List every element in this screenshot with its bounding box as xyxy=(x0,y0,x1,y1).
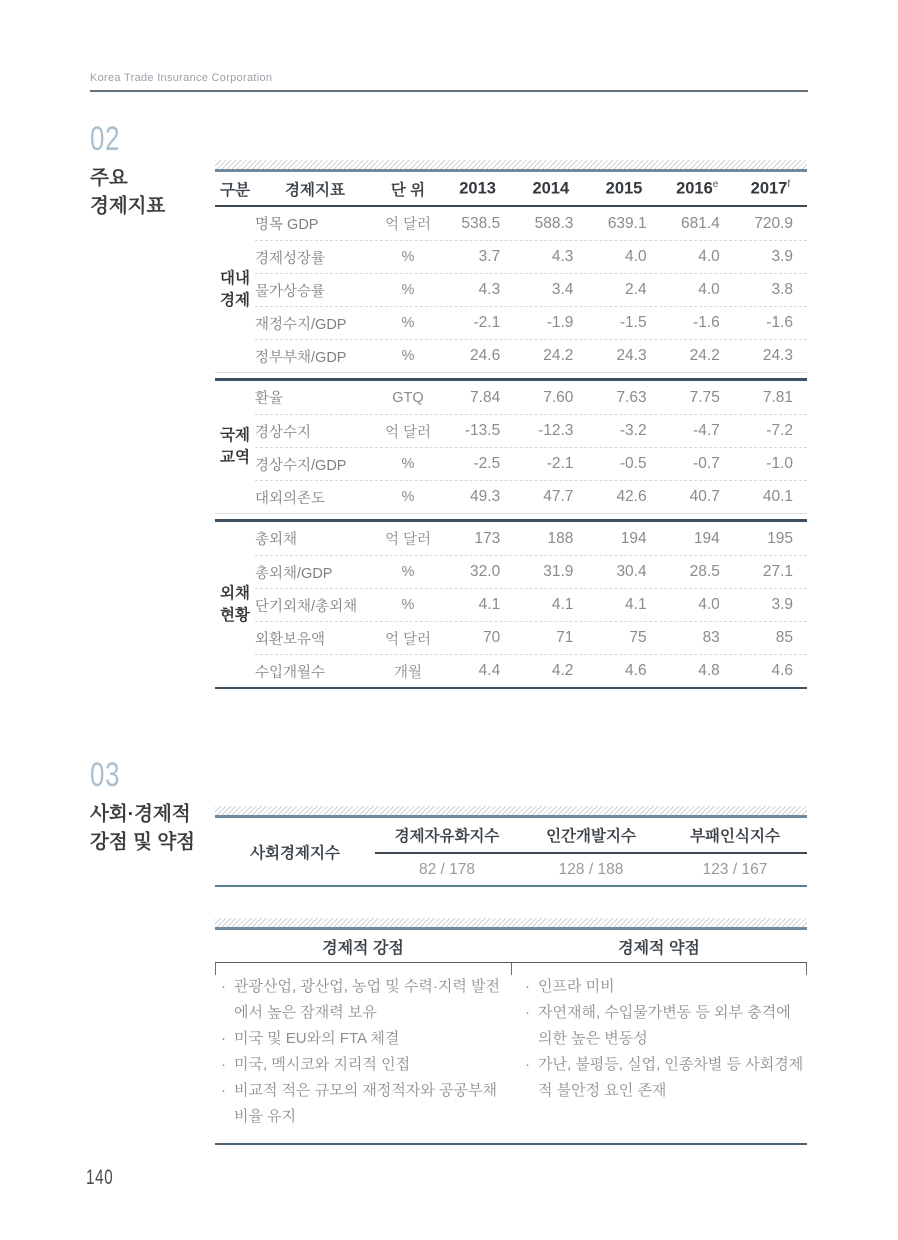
year-label: 2017 xyxy=(750,179,788,198)
row-value: 4.0 xyxy=(625,248,647,265)
row-value: 173 xyxy=(474,529,501,547)
row-value: 3.4 xyxy=(551,281,574,298)
cell-tick xyxy=(215,963,216,975)
row-unit: % xyxy=(401,348,415,364)
index-header: 인간개발지수 xyxy=(546,828,636,845)
table-row xyxy=(255,621,807,654)
col-header-year-2016 xyxy=(661,179,734,199)
group-separator xyxy=(215,514,807,522)
row-value: 24.3 xyxy=(616,347,647,364)
row-value: 188 xyxy=(547,529,574,547)
weaknesses-header: 경제적 약점 xyxy=(618,939,700,957)
row-label: 단기외채/총외채 xyxy=(255,598,358,615)
bullet-icon: · xyxy=(525,978,530,995)
list-item-text: 비교적 적은 규모의 재정적자와 공공부채 비율 유지 xyxy=(234,1082,498,1125)
strengths-weaknesses-table xyxy=(215,918,807,1145)
col-header-indicator: 경제지표 xyxy=(285,181,345,199)
header-rule xyxy=(90,90,808,92)
row-value: 32.0 xyxy=(470,563,501,580)
row-value: -2.1 xyxy=(546,455,574,472)
list-item xyxy=(219,1078,501,1130)
strengths-header: 경제적 강점 xyxy=(322,939,404,957)
section-number: 02 xyxy=(90,120,121,158)
group-label xyxy=(215,381,255,513)
row-unit: % xyxy=(401,597,415,613)
year-sup: e xyxy=(712,178,719,190)
row-value: 2.4 xyxy=(625,281,647,298)
strengths-list xyxy=(215,974,511,1143)
row-value: -1.5 xyxy=(619,314,647,331)
section-title-line: 강점 및 약점 xyxy=(90,831,196,853)
row-value: -4.7 xyxy=(693,422,720,439)
row-value: 71 xyxy=(556,629,574,646)
year-label: 2013 xyxy=(459,179,496,198)
row-value: -2.1 xyxy=(473,314,501,331)
row-value: 4.3 xyxy=(478,281,501,298)
row-value: 588.3 xyxy=(534,214,574,232)
sw-table-content xyxy=(215,963,807,1143)
year-sup: f xyxy=(787,178,791,190)
row-value: 4.0 xyxy=(698,248,720,265)
row-value: 24.2 xyxy=(543,347,574,364)
table-row xyxy=(255,381,807,414)
list-item-text: 인프라 미비 xyxy=(538,978,615,995)
row-value: 3.8 xyxy=(771,281,794,298)
row-label: 물가상승률 xyxy=(255,283,326,300)
section-title-line: 경제지표 xyxy=(90,195,166,217)
section-number: 03 xyxy=(90,756,121,794)
row-value: 42.6 xyxy=(616,488,647,505)
list-item xyxy=(219,1026,501,1052)
row-unit: 억 달러 xyxy=(384,424,432,441)
table-row xyxy=(255,654,807,687)
row-value: -2.5 xyxy=(473,455,501,472)
row-unit: % xyxy=(401,564,415,580)
col-header-year-2015 xyxy=(587,179,660,199)
indicators-table-header xyxy=(215,172,807,207)
row-value: 7.81 xyxy=(762,388,794,406)
row-value: 7.84 xyxy=(470,388,501,406)
row-value: 27.1 xyxy=(762,563,794,580)
hatch-band xyxy=(215,160,807,172)
row-unit: % xyxy=(401,456,415,472)
year-label: 2016 xyxy=(676,179,713,198)
row-label: 명목 GDP xyxy=(255,217,319,233)
index-table-row-label: 사회경제지수 xyxy=(250,844,340,862)
hatch-band xyxy=(215,918,807,930)
group-label xyxy=(215,522,255,687)
row-value: 4.1 xyxy=(478,596,501,613)
section-title xyxy=(90,164,220,220)
section-title-line: 사회·경제적 xyxy=(90,803,191,825)
table-row xyxy=(255,447,807,480)
row-unit: 억 달러 xyxy=(384,217,432,233)
row-value: -1.0 xyxy=(766,455,794,472)
table-row xyxy=(255,588,807,621)
bullet-icon: · xyxy=(221,978,226,995)
table-row xyxy=(255,555,807,588)
row-value: 7.63 xyxy=(616,388,647,406)
row-value: -13.5 xyxy=(464,422,501,439)
row-value: 4.2 xyxy=(551,662,574,679)
indicators-table-body xyxy=(215,207,807,687)
row-unit: % xyxy=(401,282,415,298)
section-02-heading xyxy=(90,120,220,220)
list-item-text: 미국, 멕시코와 지리적 인접 xyxy=(234,1056,411,1073)
table-row xyxy=(255,207,807,240)
indicator-rows xyxy=(255,381,807,513)
index-columns-headers xyxy=(375,818,807,854)
col-header-unit: 단 위 xyxy=(390,181,426,199)
year-label: 2014 xyxy=(532,179,570,198)
row-value: 24.6 xyxy=(470,347,501,364)
group-label-line: 국제 xyxy=(220,427,250,444)
index-value: 123 / 167 xyxy=(702,860,768,878)
row-value: 28.5 xyxy=(689,563,720,580)
indicator-group xyxy=(215,381,807,514)
row-label: 총외채/GDP xyxy=(255,565,333,582)
index-header: 부패인식지수 xyxy=(690,828,780,845)
list-item xyxy=(523,1000,805,1052)
sw-table-columns xyxy=(215,963,807,1143)
row-value: 49.3 xyxy=(470,488,501,505)
row-value: 85 xyxy=(775,629,794,646)
row-value: 4.6 xyxy=(771,662,794,679)
row-unit: % xyxy=(401,315,415,331)
sw-table-header xyxy=(215,930,807,963)
row-label: 경제성장률 xyxy=(255,250,326,267)
list-item xyxy=(219,1052,501,1078)
row-label: 총외채 xyxy=(255,532,298,548)
row-value: 75 xyxy=(629,629,647,646)
index-table xyxy=(215,806,807,887)
table-row xyxy=(255,522,807,555)
row-label: 환율 xyxy=(255,391,284,407)
row-value: 4.6 xyxy=(625,662,647,679)
row-value: 194 xyxy=(620,529,647,547)
bullet-icon: · xyxy=(221,1030,226,1047)
cell-tick xyxy=(511,963,512,975)
row-label: 경상수지/GDP xyxy=(255,457,347,474)
row-label: 수입개월수 xyxy=(255,664,326,681)
index-columns-values xyxy=(375,854,807,885)
row-value: 4.0 xyxy=(698,281,720,298)
index-header: 경제자유화지수 xyxy=(394,828,500,845)
section-title-line: 주요 xyxy=(90,167,128,189)
row-value: -1.6 xyxy=(766,314,794,331)
row-value: 70 xyxy=(482,629,501,646)
row-value: 40.1 xyxy=(762,488,794,505)
corp-name: Korea Trade Insurance Corporation xyxy=(90,72,273,84)
row-value: 3.9 xyxy=(771,596,794,613)
row-value: -7.2 xyxy=(766,422,794,439)
col-header-year-2017 xyxy=(734,179,807,199)
group-label xyxy=(215,207,255,372)
bullet-icon: · xyxy=(525,1056,530,1073)
table-row xyxy=(255,480,807,513)
index-value: 82 / 178 xyxy=(418,860,476,878)
row-value: 40.7 xyxy=(689,488,720,505)
list-item-text: 가난, 불평등, 실업, 인종차별 등 사회경제적 불안정 요인 존재 xyxy=(538,1056,804,1099)
group-label-line: 대내 xyxy=(220,269,250,287)
cell-tick xyxy=(806,963,807,975)
row-value: -3.2 xyxy=(619,422,647,439)
row-value: -12.3 xyxy=(538,422,574,439)
row-unit: GTQ xyxy=(392,389,424,406)
row-label: 대외의존도 xyxy=(255,490,326,507)
list-item-text: 관광산업, 광산업, 농업 및 수력·지력 발전에서 높은 잠재력 보유 xyxy=(234,978,501,1021)
year-label: 2015 xyxy=(605,179,643,198)
row-value: 30.4 xyxy=(616,563,647,580)
row-value: -1.6 xyxy=(693,314,720,331)
row-value: -0.5 xyxy=(619,455,647,472)
page-number: 140 xyxy=(86,1166,114,1189)
index-table-body xyxy=(215,818,807,885)
index-value: 128 / 188 xyxy=(558,860,624,878)
row-value: 4.0 xyxy=(698,596,720,613)
hatch-band xyxy=(215,806,807,818)
row-value: 47.7 xyxy=(543,488,574,505)
row-label: 재정수지/GDP xyxy=(255,316,347,333)
bullet-icon: · xyxy=(525,1004,530,1021)
row-unit: % xyxy=(401,249,415,265)
row-value: 3.9 xyxy=(771,248,794,265)
row-value: 4.8 xyxy=(698,662,720,679)
row-label: 정부부채/GDP xyxy=(255,349,347,366)
group-label-line: 교역 xyxy=(220,449,250,466)
row-value: 538.5 xyxy=(461,214,501,232)
row-value: 24.3 xyxy=(762,347,794,364)
row-value: -0.7 xyxy=(693,455,720,472)
col-header-year-2014 xyxy=(514,179,587,199)
indicator-group xyxy=(215,207,807,373)
weaknesses-list xyxy=(511,974,807,1143)
group-label-line: 현황 xyxy=(220,606,250,624)
indicator-group xyxy=(215,522,807,687)
row-value: 194 xyxy=(693,529,720,547)
bullet-icon: · xyxy=(221,1056,226,1073)
section-03-heading xyxy=(90,756,220,856)
table-row xyxy=(255,414,807,447)
list-item-text: 자연재해, 수입물가변동 등 외부 충격에 의한 높은 변동성 xyxy=(538,1004,791,1047)
group-label-line: 경제 xyxy=(220,291,250,309)
index-columns xyxy=(375,818,807,885)
row-value: 4.3 xyxy=(551,248,574,265)
group-separator xyxy=(215,373,807,381)
row-value: 31.9 xyxy=(543,563,574,580)
list-item-text: 미국 및 EU와의 FTA 체결 xyxy=(234,1030,400,1047)
row-value: 83 xyxy=(702,629,720,646)
row-value: -1.9 xyxy=(546,314,574,331)
row-value: 7.75 xyxy=(689,388,720,406)
table-row xyxy=(255,339,807,372)
bullet-icon: · xyxy=(221,1082,226,1099)
row-unit: 억 달러 xyxy=(384,532,432,548)
row-value: 4.1 xyxy=(625,596,647,613)
row-label: 경상수지 xyxy=(255,424,312,441)
list-item xyxy=(523,1052,805,1104)
indicators-table xyxy=(215,160,807,689)
list-item xyxy=(523,974,805,1000)
indicator-rows xyxy=(255,207,807,372)
row-label: 외환보유액 xyxy=(255,631,326,648)
row-unit: 억 달러 xyxy=(384,631,432,648)
section-title xyxy=(90,800,220,856)
table-row xyxy=(255,273,807,306)
row-unit: % xyxy=(401,489,415,505)
row-value: 24.2 xyxy=(689,347,720,364)
row-value: 3.7 xyxy=(478,248,501,265)
group-label-line: 외채 xyxy=(220,584,250,602)
row-value: 195 xyxy=(767,529,794,547)
table-row xyxy=(255,240,807,273)
row-value: 4.4 xyxy=(478,662,501,679)
row-value: 720.9 xyxy=(754,214,794,232)
row-value: 639.1 xyxy=(607,214,647,232)
list-item xyxy=(219,974,501,1026)
row-value: 4.1 xyxy=(551,596,574,613)
col-header-category: 구분 xyxy=(220,181,250,199)
row-unit: 개월 xyxy=(393,664,422,681)
indicator-rows xyxy=(255,522,807,687)
col-header-year-2013 xyxy=(441,179,514,199)
row-value: 681.4 xyxy=(681,214,720,232)
row-value: 7.60 xyxy=(543,388,574,406)
table-row xyxy=(255,306,807,339)
